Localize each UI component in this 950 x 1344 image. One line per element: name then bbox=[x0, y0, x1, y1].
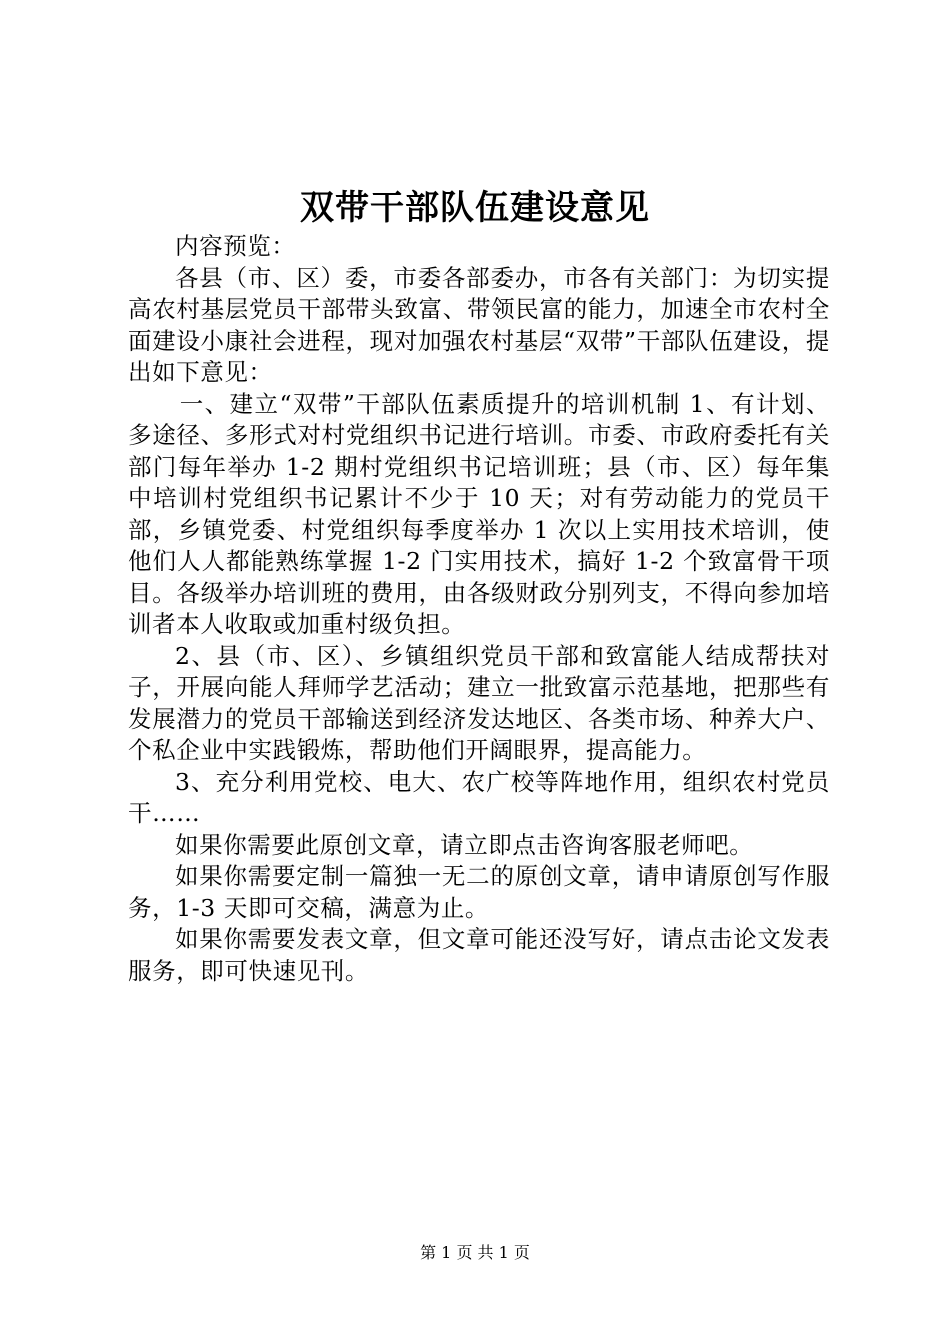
paragraph-item-3: 3、充分利用党校、电大、农广校等阵地作用，组织农村党员干…… bbox=[128, 767, 830, 827]
paragraph-publish-service: 如果你需要发表文章，但文章可能还没写好，请点击论文发表服务，即可快速见刊。 bbox=[128, 925, 830, 985]
document-title: 双带干部队伍建设意见 bbox=[300, 188, 650, 228]
paragraph-custom-service: 如果你需要定制一篇独一无二的原创文章，请申请原创写作服务，1-3 天即可交稿，满意为止。 bbox=[128, 862, 830, 922]
page-number-footer: 第 1 页 共 1 页 bbox=[420, 1243, 530, 1262]
paragraph-intro: 各县（市、区）委，市委各部委办，市各有关部门：为切实提高农村基层党员干部带头致富、带领民富的能力，加速全市农村全面建设小康社会进程，现对加强农村基层“双带”干部队伍建设，提出如下意见： bbox=[128, 263, 830, 386]
preview-label: 内容预览： bbox=[175, 232, 296, 260]
document-body bbox=[128, 231, 830, 987]
paragraph-section-1: 一、建立“双带”干部队伍素质提升的培训机制 1、有计划、多途径、多形式对村党组织书记进行培训。市委、市政府委托有关部门每年举办 1-2 期村党组织书记培训班；县（市、区）每年集中培训村党组织书记累计不少于 10 天；对有劳动能力的党员干部，乡镇党委、村党组织每季度举办 1 次以上实用技术培训，使他们人人都能熟练掌握 1-2 门实用技术，搞好 1-2 个致富骨干项目。各级举办培训班的费用，由各级财政分别列支，不得向参加培训者本人收取或加重村级负担。 bbox=[128, 389, 830, 638]
paragraph-consult: 如果你需要此原创文章，请立即点击咨询客服老师吧。 bbox=[175, 830, 754, 859]
paragraph-item-2: 2、县（市、区）、乡镇组织党员干部和致富能人结成帮扶对子，开展向能人拜师学艺活动；建立一批致富示范基地，把那些有发展潜力的党员干部输送到经济发达地区、各类市场、种养大户、个私企业中实践锻炼，帮助他们开阔眼界，提高能力。 bbox=[128, 641, 830, 764]
